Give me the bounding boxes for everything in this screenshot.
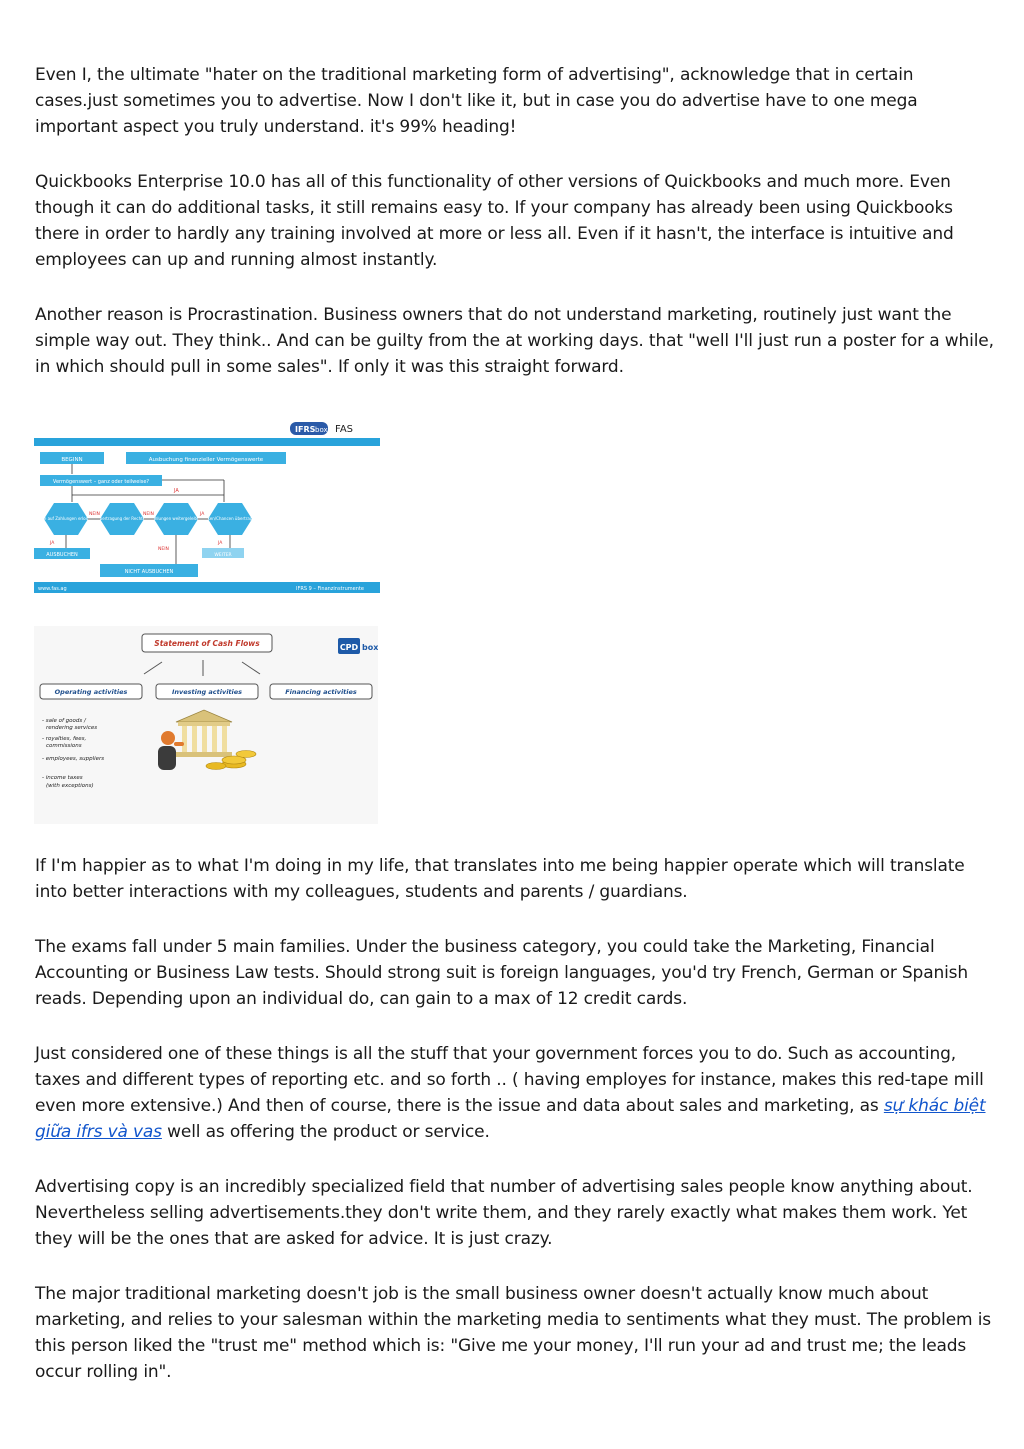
paragraph: The major traditional marketing doesn't job is the small business owner doesn't actually know much about marketing, and relies to your salesman within the marketing media to sentiments what they must. The problem is this person liked the "trust me" method which is: "Give me your money, I'll run your ad and trust me; the leads occur rolling in". xyxy=(35,1284,991,1382)
ifrs-logo-text: IFRS xyxy=(295,425,316,434)
fas-logo: FAS xyxy=(335,424,354,435)
cpd-logo-text: CPD xyxy=(339,643,359,652)
paragraph: If I'm happier as to what I'm doing in my life, that translates into me being happier operate which will translate into better interactions with my colleagues, students and parents / guardians. xyxy=(35,856,965,902)
ja-label: JA xyxy=(200,512,205,517)
ja-label: JA xyxy=(218,541,223,546)
paragraph: Another reason is Procrastination. Business owners that do not understand marketing, routinely just want the simple way out. They think.. And can be guilty from the at working days. that "well I'll just run a poster for a while, in which should pull in some sales". If only it was this straight forward. xyxy=(35,305,994,377)
nein-label: NEIN xyxy=(158,547,169,552)
ja-label: JA xyxy=(50,541,55,546)
hex-1-label: Rechte auf Zahlungen erloschen? xyxy=(34,516,100,521)
bullet-line: - employees, suppliers xyxy=(42,756,105,762)
link-prefix-text: Just considered one of these things is all the stuff that your government forces you to do. Such as accounting, taxes and different types of reporting etc. and so forth .. ( having employes for instance, makes this red-tape mill even more extensive.) And then of course, there is the issue and data about sales and marketing, as xyxy=(35,1044,984,1116)
paragraph: The exams fall under 5 main families. Under the business category, you could take the Marketing, Financial Accounting or Business Law tests. Should strong suit is foreign languages, you'd try French, German or Spanish reads. Depending upon an individual do, can gain to a max of 12 credit cards. xyxy=(35,937,968,1009)
hex-4-label: Risiken/Chancen übertragen? xyxy=(200,516,260,521)
bullet-line: (with exceptions) xyxy=(46,783,94,789)
investing-label: Investing activities xyxy=(171,688,243,696)
nicht-ausbuchen-label: NICHT AUSBUCHEN xyxy=(124,569,174,575)
bullet-line: - income taxes xyxy=(42,775,83,781)
paragraph-with-link xyxy=(35,1041,995,1145)
title-label: Ausbuchung finanzieller Vermögenswerte xyxy=(148,457,264,463)
article-bottom xyxy=(35,853,995,1385)
cpd-logo-box: box xyxy=(362,643,378,652)
hex-3-label: Zahlungen weitergeleitet? xyxy=(149,516,203,521)
ausbuchen-label: AUSBUCHEN xyxy=(46,552,78,558)
question-label: Vermögenswert – ganz oder teilweise? xyxy=(52,479,150,485)
footer-left: www.fas.ag xyxy=(38,586,67,592)
nein-label: NEIN xyxy=(89,512,100,517)
bullet-line: - royalties, fees, xyxy=(42,736,87,742)
hex-2-label: Übertragung der Rechte? xyxy=(96,516,148,521)
paragraph: Quickbooks Enterprise 10.0 has all of this functionality of other versions of Quickbooks and much more. Even though it can do additional tasks, it still remains easy to. If your company has already been using Quickbooks there in order to hardly any training involved at more or less all. Even if it hasn't, the interface is intuitive and employees can up and running almost instantly. xyxy=(35,172,954,270)
bullet-line: commissions xyxy=(46,743,82,749)
nein-label: NEIN xyxy=(143,512,154,517)
ja-label: JA xyxy=(174,488,179,494)
cash-flows-image xyxy=(34,626,378,824)
bullet-line: - sale of goods / xyxy=(42,718,86,724)
ifrs-flowchart-image xyxy=(34,416,380,596)
paragraph: Advertising copy is an incredibly specialized field that number of advertising sales people know anything about. Nevertheless selling advertisements.they don't write them, and they rarely exactly what makes them work. Yet they will be the ones that are asked for advice. It is just crazy. xyxy=(35,1177,973,1249)
footer-right: IFRS 9 – Finanzinstrumente xyxy=(296,586,364,592)
beginn-label: BEGINN xyxy=(61,457,83,463)
ifrs-vas-link[interactable]: sự khác biệt giữa ifrs và vas xyxy=(35,1096,986,1142)
article-top xyxy=(35,62,995,380)
chart-title: Statement of Cash Flows xyxy=(154,639,260,648)
weiter-label: WEITER xyxy=(214,553,232,558)
header-band xyxy=(34,438,380,446)
link-suffix-text: well as offering the product or service. xyxy=(161,1122,490,1142)
financing-label: Financing activities xyxy=(285,688,357,696)
operating-label: Operating activities xyxy=(54,688,128,696)
paragraph: Even I, the ultimate "hater on the traditional marketing form of advertising", acknowledge that in certain cases.just sometimes you to advertise. Now I don't like it, but in case you do advertise have to one mega important aspect you truly understand. it's 99% heading! xyxy=(35,65,918,137)
bullet-line: rendering services xyxy=(46,725,98,731)
ifrs-logo-box: box xyxy=(315,426,328,434)
